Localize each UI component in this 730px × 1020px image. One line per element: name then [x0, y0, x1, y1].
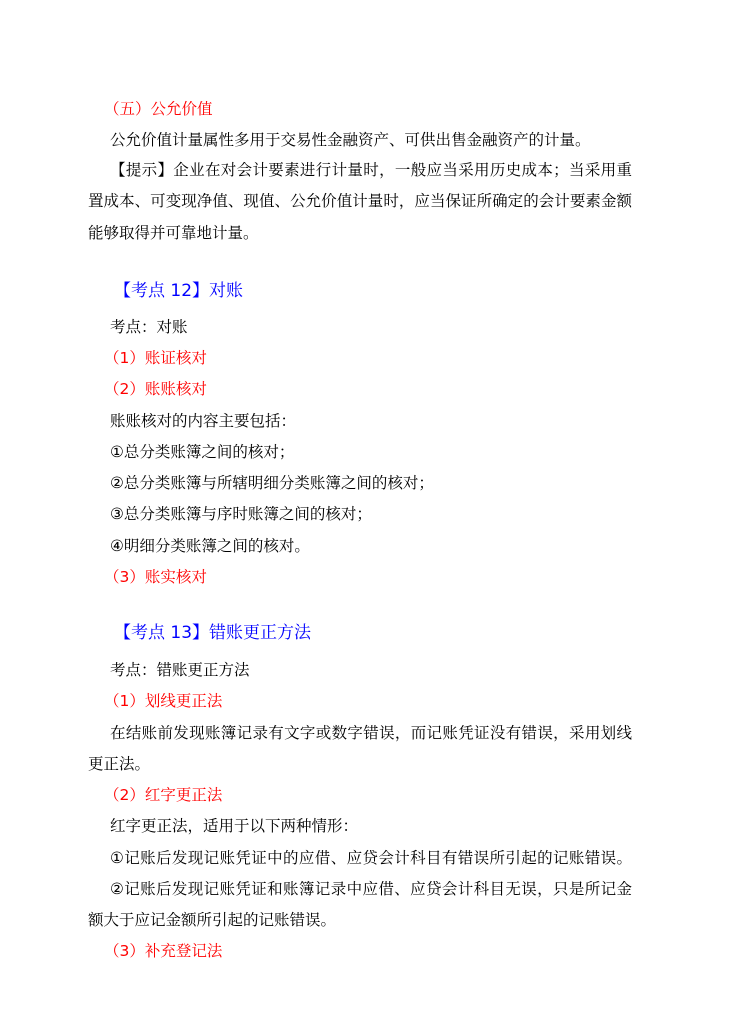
list-item: ②总分类账簿与所辖明细分类账簿之间的核对； [110, 474, 434, 492]
list-item: ④明细分类账簿之间的核对。 [110, 537, 310, 555]
paragraph-line: 在结账前发现账簿记录有文字或数字错误，而记账凭证没有错误，采用划线 [110, 724, 632, 742]
point-label: 考点：错账更正方法 [110, 661, 250, 679]
subheading: （1）划线更正法 [104, 692, 223, 710]
point-13-heading: 【考点 13】错账更正方法 [114, 623, 312, 643]
subheading: （2）红字更正法 [104, 786, 223, 804]
list-item: ③总分类账簿与序时账簿之间的核对； [110, 505, 372, 523]
subheading: （2）账账核对 [104, 380, 207, 398]
subheading: （1）账证核对 [104, 349, 207, 367]
paragraph: 公允价值计量属性多用于交易性金融资产、可供出售金融资产的计量。 [110, 131, 591, 149]
paragraph: 红字更正法，适用于以下两种情形： [110, 817, 359, 835]
tip-line: 能够取得并可靠地计量。 [88, 224, 259, 242]
point-label: 考点：对账 [110, 318, 188, 336]
paragraph-line: 更正法。 [88, 755, 151, 773]
section-5-title: （五）公允价值 [104, 100, 213, 118]
subheading: （3）账实核对 [104, 568, 207, 586]
list-item: 额大于应记金额所引起的记账错误。 [88, 911, 337, 929]
list-item: ①记账后发现记账凭证中的应借、应贷会计科目有错误所引起的记账错误。 [110, 849, 632, 867]
tip-line: 置成本、可变现净值、现值、公允价值计量时，应当保证所确定的会计要素金额 [88, 192, 632, 210]
list-item: ①总分类账簿之间的核对； [110, 443, 295, 461]
paragraph: 账账核对的内容主要包括： [110, 412, 297, 430]
point-12-heading: 【考点 12】对账 [114, 281, 244, 301]
list-item: ②记账后发现记账凭证和账簿记录中应借、应贷会计科目无误，只是所记金 [110, 880, 632, 898]
subheading: （3）补充登记法 [104, 942, 223, 960]
tip-line: 【提示】企业在对会计要素进行计量时，一般应当采用历史成本；当采用重 [110, 161, 632, 179]
